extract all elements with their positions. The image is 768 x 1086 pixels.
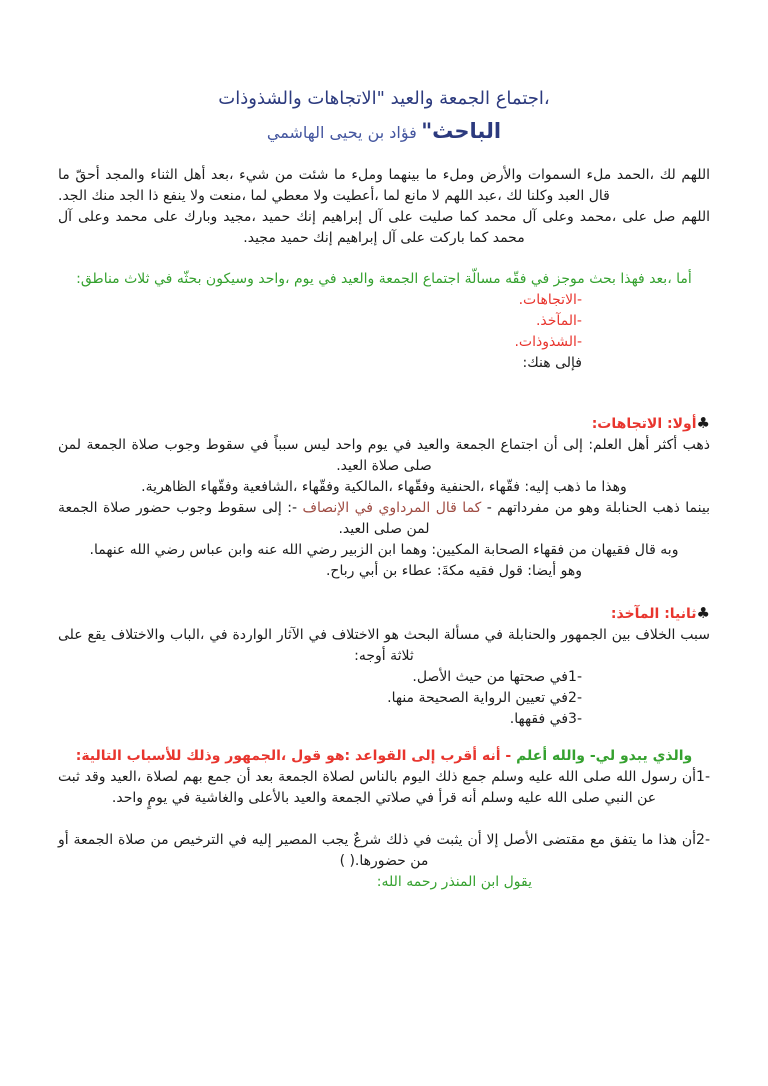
section1-heading: [58, 413, 710, 435]
dua-paragraph-1: اللهم لك ،الحمد ملء السموات والأرض وملء ما بينهما وملء ما شئت من شيء ،بعد أهل الثناء والمجد أحقّ ما قال العبد وكلنا لك ،عبد اللهم لا مانع لما ،أعطيت ولا معطي لما ،منعت ولا ينفع ذا الجد منك الجد.: [58, 167, 710, 204]
section1-paragraph-3-tail: -: إلى سقوط وجوب حضور صلاة الجمعة لمن صلى العيد.: [58, 500, 430, 537]
ruling-heading-red: - أنه أقرب إلى القواعد :هو قول ،الجمهور وذلك للأسباب التالية:: [75, 748, 512, 764]
section1-heading-text: أولا: الاتجاهات:: [591, 416, 697, 432]
section2-paragraph-1: سبب الخلاف بين الجمهور والحنابلة في مسألة البحث هو الاختلاف في الآثار الواردة في ،الباب والاختلاف يقع على ثلاثة أوجه:: [58, 627, 710, 664]
club-suit-icon: ♣: [696, 604, 710, 622]
section2-item-2: -2في تعيين الرواية الصحيحة منها.: [387, 690, 582, 706]
outline-item-directions: -الاتجاهات.: [518, 292, 582, 308]
section1-paragraph-4: وبه قال فقيهان من فقهاء الصحابة المكيين: وهما ابن الزبير رضي الله عنه وابن عباس رضي الله عنهما.: [89, 542, 679, 558]
section1-paragraph-5: وهو أيضا: قول فقيه مكةَ: عطاء بن أبي رباح.: [325, 563, 582, 579]
section2-heading: [58, 603, 710, 625]
evidence-paragraph-2: -2أن هذا ما يتفق مع مقتضى الأصل إلا أن يثبت في ذلك شرعٌ يجب المصير إليه في الترخيص من صلاة الجمعة أو من حضورها.( ): [58, 832, 710, 869]
ruling-heading-green: والذي يبدو لي- والله أعلم: [511, 748, 693, 764]
section1-paragraph-3: [58, 498, 710, 540]
section1-paragraph-1: ذهب أكثر أهل العلم: إلى أن اجتماع الجمعة والعيد في يوم واحد ليس سبباً في سقوط وجوب صلاة الجمعة لمن صلى صلاة العيد.: [58, 437, 710, 474]
section1-paragraph-2: وهذا ما ذهب إليه: فقّهاء ،الحنفية وفقّهاء ،المالكية وفقّهاء ،الشافعية وفقّهاء الظاهرية.: [141, 479, 627, 495]
ruling-heading: [58, 746, 710, 767]
intro-paragraph: أما ،بعد فهذا بحث موجز في فقّه مسالّة اجتماع الجمعة والعيد في يوم ،واحد وسيكون بحثّه في ثلاث مناطق:: [76, 271, 692, 287]
outline-closing-line: فإلى هنك:: [522, 355, 582, 371]
mardawi-citation: كما قال المرداوي في الإنصاف: [302, 500, 482, 516]
outline-item-sources: -المآخذ.: [535, 313, 582, 329]
dua-paragraph-2: اللهم صل على ،محمد وعلى آل محمد كما صليت على آل إبراهيم إنك حميد ،مجيد وبارك على محمد وعلى آل محمد كما باركت على آل إبراهيم إنك حميد مجيد.: [58, 209, 710, 246]
evidence-paragraph-1: -1أن رسول الله صلى الله عليه وسلم جمع ذلك اليوم بالناس لصلاة الجمعة بعد أن جمع بهم لصلاة ،العيد وقد ثبت عن النبي صلى الله عليه وسلم أنه قرأ في صلاتي الجمعة والعيد بالأعلى والغاشية في يومٍ واحد.: [58, 769, 710, 806]
club-suit-icon: ♣: [696, 414, 710, 432]
section2-item-1: -1في صحتها من حيث الأصل.: [412, 669, 582, 685]
researcher-line: [58, 116, 710, 149]
section2-item-3: -3في فقهها.: [509, 711, 582, 727]
section2-heading-text: ثانيا: المآخذ:: [610, 606, 697, 622]
section1-paragraph-3-lead: بينما ذهب الحنابلة وهو من مفرداتهم -: [481, 500, 710, 516]
outline-item-anomalies: -الشذوذات.: [514, 334, 582, 350]
page-title: ،اجتماع الجمعة والعيد "الاتجاهات والشذوذات: [218, 88, 550, 109]
quote-intro-line: يقول ابن المنذر رحمه الله:: [376, 874, 532, 890]
researcher-name: فؤاد بن يحيى الهاشمي: [266, 123, 417, 142]
researcher-label: الباحث": [421, 119, 502, 143]
